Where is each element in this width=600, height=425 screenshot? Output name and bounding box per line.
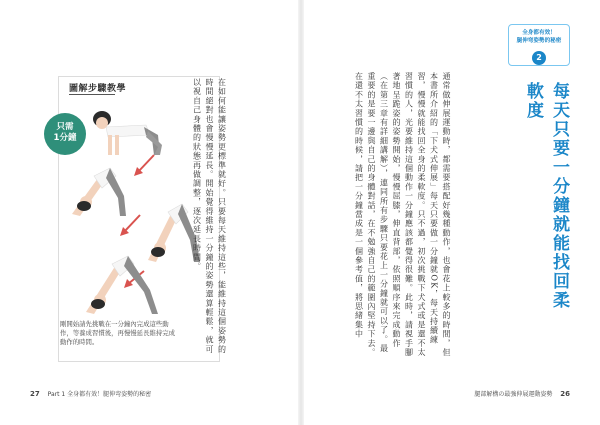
diagram-title: 圖解步驟教學 [69,84,127,94]
badge-line-2: 1分鐘 [53,133,77,143]
yoga-figure-kneeling-icon [88,105,172,161]
one-minute-badge [44,113,86,155]
yoga-figure-downward-dog-3-icon [80,250,172,318]
caption-line-3: 動作的時間。 [60,338,99,346]
right-page-number: 26 [560,390,570,398]
right-footer [474,389,570,398]
left-footer [30,389,151,398]
left-page-number: 27 [30,390,40,398]
left-running-head: Part 1 全身都有效！腿伸弯姿勢的秘密 [47,391,152,398]
caption-line-2: 作，等養成習慣後，再慢慢延長維持完成 [60,329,176,337]
left-body-text: 在如何能讓姿勢更標準就好。只要每天維持這些，能維持這個姿勢的時間絕對也會慢慢延長。開始覺得維持一分鐘的姿勢還算輕鬆，就可以視自己身體的狀態再做調整，逐次延長時間。 [192,78,227,354]
right-body-text: 通常做伸展運動時，都需要搭配好幾種動作，也會花上較多的時間，但本書所介紹的「下犬式伸展」每天只要做一分鐘就OK，每天持續練習，慢慢就能找回全身的柔軟度。只不過，初次挑戰下犬式或是還不太習慣的人，光要維持這個動作一分鐘應該都覺得很難。此時，請視手腳著地呈跪姿的姿勢開始，慢慢屈膝，伸直背部，依照順序來完成動作（在第三章有詳細講解），連同所有步驟只要花上一分鐘就可以了。最重要的是要一邊與自己的身體對話，在不勉強自己的範圍內堅持下去。在還不太習慣的時候，請把一分鐘當成是一個參考值，將思緒集中 [354,72,451,358]
caption-line-1: 剛開始請先挑戰在一分鐘內完成這些動 [60,320,169,328]
chapter-tag-line-1: 全身都有效！ [522,30,556,36]
page-gutter [298,0,304,425]
badge-line-1: 只需 [56,122,74,132]
chapter-tag-line-2: 腿伸弯姿勢的秘密 [516,38,562,44]
diagram-caption [60,320,208,347]
title-underline [69,94,115,95]
right-running-head: 腿部解構の最強伸展運動姿勢 [474,391,553,398]
page-headline: 每天只要一分鐘就能找回柔軟度 [523,82,569,310]
chapter-tag [508,24,570,66]
chapter-number: 2 [532,51,546,65]
